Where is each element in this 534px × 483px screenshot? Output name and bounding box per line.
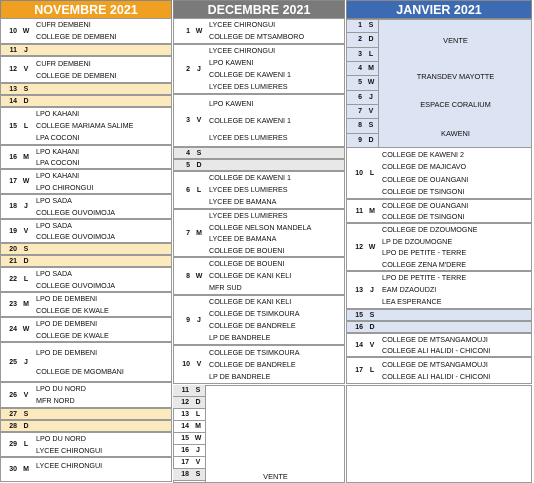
school-name: MFR SUD xyxy=(209,283,242,293)
day-number: 11 xyxy=(181,387,189,394)
day-letter: J xyxy=(24,203,28,210)
day-row xyxy=(346,321,532,333)
school-list xyxy=(36,57,171,82)
day-row xyxy=(173,94,345,147)
school-name: LPO DE PETITE - TERRE xyxy=(382,248,467,258)
day-letter: W xyxy=(367,79,375,87)
day-row xyxy=(346,105,378,119)
school-name: COLLEGE DE KWALE xyxy=(36,330,109,340)
school-name: LYCEE CHIRONGUI xyxy=(36,445,103,455)
day-row xyxy=(0,194,172,219)
school-list xyxy=(36,383,171,407)
day-number: 14 xyxy=(9,97,17,105)
december-header: DECEMBRE 2021 xyxy=(173,0,345,19)
school-name: LP DE BANDRELE xyxy=(209,333,271,343)
day-number: 9 xyxy=(358,136,362,144)
school-list xyxy=(382,334,531,356)
day-number: 5 xyxy=(186,161,190,169)
school-name: COLLEGE NELSON MANDELA xyxy=(209,222,312,232)
day-number: 27 xyxy=(9,410,17,418)
day-letter: W xyxy=(22,178,30,185)
day-letter: W xyxy=(22,27,30,35)
day-letter: D xyxy=(369,323,375,331)
school-name: COLLEGE DE DEMBENI xyxy=(36,71,117,81)
day-row xyxy=(346,271,532,309)
day-row xyxy=(346,62,378,76)
day-number: 14 xyxy=(181,423,189,430)
day-row xyxy=(0,243,172,255)
day-letter: J xyxy=(24,46,28,54)
event-label: KAWENI xyxy=(441,129,470,139)
day-letter: S xyxy=(195,387,201,394)
school-name: COLLEGE DE KANI KELI xyxy=(209,297,292,307)
school-list xyxy=(209,95,344,146)
day-row xyxy=(346,91,378,105)
school-list xyxy=(209,210,344,256)
day-number: 10 xyxy=(9,27,17,35)
day-row xyxy=(173,147,345,159)
day-number: 15 xyxy=(9,122,17,130)
day-row xyxy=(0,145,172,169)
school-name: COLLEGE DE OUANGANI xyxy=(382,200,469,210)
day-number: 11 xyxy=(9,46,17,54)
school-name: COLLEGE DE KAWENI 1 xyxy=(209,173,292,183)
school-name: LPA COCONI xyxy=(36,133,80,143)
day-number: 11 xyxy=(355,207,363,215)
day-letter: L xyxy=(23,441,29,448)
day-row xyxy=(346,19,378,33)
day-letter: M xyxy=(369,207,375,215)
day-letter: S xyxy=(23,410,29,418)
school-list xyxy=(36,170,171,193)
day-row xyxy=(0,44,172,56)
school-name: COLLEGE OUVOIMOJA xyxy=(36,207,116,217)
school-list xyxy=(36,220,171,242)
day-row xyxy=(0,420,172,432)
day-row xyxy=(346,333,532,357)
day-number: 17 xyxy=(355,367,363,374)
day-number: 8 xyxy=(186,272,190,280)
day-letter: S xyxy=(369,311,375,319)
school-list xyxy=(36,433,171,456)
day-row xyxy=(0,267,172,292)
day-number: 26 xyxy=(9,391,17,399)
school-name: LYCEE DES LUMIERES xyxy=(209,211,288,221)
day-row xyxy=(173,171,345,209)
day-letter: D xyxy=(368,136,374,144)
school-list xyxy=(382,224,531,270)
school-name: CUFR DEMBENI xyxy=(36,58,91,68)
day-number: 4 xyxy=(186,149,190,157)
school-name: LPA COCONI xyxy=(36,157,80,167)
school-name: COLLEGE DE OUANGANI xyxy=(382,174,469,184)
day-number: 18 xyxy=(181,471,189,478)
school-list xyxy=(36,146,171,168)
day-letter: V xyxy=(369,341,375,349)
empty-block xyxy=(346,385,532,483)
school-list xyxy=(382,272,531,308)
day-letter: V xyxy=(196,361,202,368)
day-number: 13 xyxy=(9,85,17,93)
school-name: COLLEGE DE TSIMKOURA xyxy=(209,347,300,357)
day-row xyxy=(346,33,378,47)
school-name: COLLEGE DE DEMBENI xyxy=(36,32,117,42)
day-number: 4 xyxy=(358,65,362,73)
day-number: 8 xyxy=(358,122,362,130)
school-list xyxy=(36,458,171,481)
school-name: LPO CHIRONGUI xyxy=(36,182,94,192)
november-column xyxy=(0,0,172,473)
day-row xyxy=(0,255,172,267)
school-name: COLLEGE DE BOUENI xyxy=(209,259,285,269)
school-name: LPO KAHANI xyxy=(36,146,80,156)
day-letter: M xyxy=(23,153,29,161)
day-number: 3 xyxy=(186,117,190,124)
day-letter: M xyxy=(196,229,202,237)
school-list xyxy=(36,19,171,43)
day-number: 20 xyxy=(9,245,17,253)
school-list xyxy=(382,200,531,222)
day-letter: L xyxy=(369,367,375,374)
day-row xyxy=(0,457,172,482)
day-number: 12 xyxy=(355,243,363,251)
november-header: NOVEMBRE 2021 xyxy=(0,0,172,19)
school-name: LPO KAHANI xyxy=(36,109,80,119)
school-list xyxy=(209,346,344,383)
day-row xyxy=(346,147,532,199)
school-name: LPO SADA xyxy=(36,269,72,279)
day-row xyxy=(346,199,532,223)
school-name: COLLEGE DE BANDRELE xyxy=(209,321,296,331)
day-letter: W xyxy=(22,326,30,333)
day-row xyxy=(173,257,345,295)
school-name: CUFR DEMBENI xyxy=(36,20,91,30)
school-name: LPO KAWENI xyxy=(209,98,254,108)
school-name: COLLEGE DE TSIMKOURA xyxy=(209,309,300,319)
school-list xyxy=(382,148,531,198)
day-number: 28 xyxy=(9,422,17,430)
day-row xyxy=(173,445,205,457)
school-name: LPO SADA xyxy=(36,196,72,206)
day-row xyxy=(173,44,345,94)
day-row xyxy=(0,408,172,420)
day-number: 14 xyxy=(355,341,363,349)
day-number: 13 xyxy=(355,286,363,294)
day-letter: L xyxy=(195,411,201,418)
day-number: 25 xyxy=(9,358,17,366)
day-letter: S xyxy=(196,149,202,157)
school-name: COLLEGE DE MTSAMBORO xyxy=(209,32,305,42)
day-number: 19 xyxy=(9,227,17,235)
day-row xyxy=(173,345,345,384)
school-name: COLLEGE DE KAWENI 1 xyxy=(209,70,292,80)
day-number: 21 xyxy=(9,257,17,265)
school-name: LYCEE CHIRONGUI xyxy=(209,46,276,56)
day-row xyxy=(173,457,205,469)
day-letter: D xyxy=(368,36,374,44)
day-row xyxy=(0,169,172,194)
day-letter: S xyxy=(368,122,374,130)
january-column xyxy=(346,0,532,382)
day-row xyxy=(173,159,345,171)
day-number: 22 xyxy=(9,276,17,283)
school-name: LYCEE DE BAMANA xyxy=(209,234,277,244)
day-number: 23 xyxy=(9,301,17,308)
school-list xyxy=(36,268,171,291)
day-letter: J xyxy=(370,286,374,294)
school-name: COLLEGE DE TSINGONI xyxy=(382,211,465,221)
day-row xyxy=(173,409,205,421)
school-name: LYCEE DE BAMANA xyxy=(209,197,277,207)
day-row xyxy=(0,83,172,95)
day-number: 16 xyxy=(9,153,17,161)
school-name: COLLEGE DE KAWENI 1 xyxy=(209,115,292,125)
day-row xyxy=(346,357,532,384)
day-row xyxy=(0,219,172,243)
day-number: 5 xyxy=(358,79,362,87)
school-list xyxy=(382,358,531,383)
school-name: LPO DE DEMBENI xyxy=(36,294,98,304)
school-list xyxy=(209,258,344,294)
school-name: COLLEGE DE MTSANGAMOUJI xyxy=(382,334,488,344)
day-letter: W xyxy=(368,243,376,251)
school-name: LPO SADA xyxy=(36,220,72,230)
school-list xyxy=(36,108,171,144)
day-row xyxy=(346,223,532,271)
day-row xyxy=(0,382,172,408)
day-row xyxy=(173,421,205,433)
day-letter: S xyxy=(368,22,374,30)
day-letter: L xyxy=(368,50,374,58)
day-letter: L xyxy=(23,276,29,283)
day-letter: W xyxy=(195,27,203,35)
day-number: 1 xyxy=(186,27,190,35)
day-number: 15 xyxy=(181,435,189,442)
day-number: 17 xyxy=(9,178,17,185)
day-row xyxy=(346,76,378,90)
day-number: 9 xyxy=(186,316,190,324)
day-number: 16 xyxy=(181,447,189,454)
school-name: COLLEGE DE DZOUMOGNE xyxy=(382,225,478,235)
school-name: LP DE BANDRELE xyxy=(209,372,271,382)
day-row xyxy=(346,48,378,62)
day-number: 16 xyxy=(355,323,363,331)
day-number: 12 xyxy=(9,66,17,73)
day-row xyxy=(346,134,378,148)
day-number: 2 xyxy=(186,65,190,73)
day-letter: L xyxy=(23,122,29,130)
school-list xyxy=(36,343,171,381)
day-row xyxy=(0,18,172,44)
day-letter: V xyxy=(23,66,29,73)
day-number: 7 xyxy=(358,108,362,116)
school-name: COLLEGE DE BANDRELE xyxy=(209,359,296,369)
day-row xyxy=(173,209,345,257)
day-number: 13 xyxy=(181,411,189,418)
school-name: LPO DU NORD xyxy=(36,434,86,444)
day-row xyxy=(0,317,172,342)
school-name: MFR NORD xyxy=(36,396,75,406)
day-letter: M xyxy=(23,466,29,473)
vente-label: VENTE xyxy=(263,471,288,481)
day-number: 1 xyxy=(358,22,362,30)
day-row xyxy=(346,119,378,133)
day-letter: D xyxy=(23,97,29,105)
day-letter: V xyxy=(195,459,201,466)
day-letter: M xyxy=(368,65,374,73)
school-name: COLLEGE DE MAJICAVO xyxy=(382,162,467,172)
day-number: 18 xyxy=(9,203,17,210)
school-name: LYCEE CHIRONGUI xyxy=(36,460,103,470)
event-label: TRANSDEV MAYOTTE xyxy=(416,71,495,81)
school-list xyxy=(209,296,344,344)
day-letter: W xyxy=(194,435,202,442)
day-number: 24 xyxy=(9,326,17,333)
school-name: LPO DE DEMBENI xyxy=(36,347,98,357)
december-column xyxy=(173,0,345,481)
school-name: LEA ESPERANCE xyxy=(382,297,442,307)
day-number: 10 xyxy=(355,169,363,177)
day-letter: V xyxy=(23,391,29,399)
day-number: 15 xyxy=(355,311,363,319)
school-name: LPO DU NORD xyxy=(36,384,86,394)
school-name: LYCEE DES LUMIERES xyxy=(209,82,288,92)
school-list xyxy=(209,45,344,93)
day-number: 7 xyxy=(186,229,190,237)
day-letter: W xyxy=(195,272,203,280)
school-name: LYCEE DES LUMIERES xyxy=(209,132,288,142)
school-name: LPO KAWENI xyxy=(209,58,254,68)
school-name: EAM DZAOUDZI xyxy=(382,285,437,295)
day-number: 6 xyxy=(186,186,190,194)
day-number: 30 xyxy=(9,466,17,473)
school-name: COLLEGE DE TSINGONI xyxy=(382,187,465,197)
school-name: COLLEGE MARIAMA SALIME xyxy=(36,121,134,131)
day-row xyxy=(0,95,172,107)
event-label: VENTE xyxy=(443,36,468,45)
event-label: ESPACE CORALIUM xyxy=(420,100,491,110)
day-letter: D xyxy=(196,161,202,169)
day-number: 6 xyxy=(358,93,362,101)
day-letter: J xyxy=(197,316,201,324)
day-number: 29 xyxy=(9,441,17,448)
day-row xyxy=(173,18,345,44)
school-list xyxy=(36,318,171,341)
day-row xyxy=(346,309,532,321)
school-name: LYCEE DES LUMIERES xyxy=(209,185,288,195)
day-letter: L xyxy=(196,186,202,194)
day-row xyxy=(0,342,172,382)
school-name: LYCEE CHIRONGUI xyxy=(209,20,276,30)
school-name: COLLEGE DE KAWENI 2 xyxy=(382,149,465,159)
day-number: 12 xyxy=(181,399,189,406)
school-name: COLLEGE ALI HALIDI - CHICONI xyxy=(382,345,491,355)
day-row xyxy=(173,433,205,445)
school-name: COLLEGE DE KWALE xyxy=(36,305,109,315)
day-row xyxy=(173,385,205,397)
day-letter: D xyxy=(23,422,29,430)
day-letter: S xyxy=(23,85,29,93)
january-header: JANVIER 2021 xyxy=(346,0,532,19)
day-letter: D xyxy=(195,399,201,406)
day-letter: M xyxy=(23,301,29,308)
day-letter: V xyxy=(23,227,29,235)
day-number: 17 xyxy=(181,459,189,466)
day-row xyxy=(0,432,172,457)
school-list xyxy=(36,195,171,218)
day-letter: L xyxy=(369,169,375,177)
school-name: COLLEGE DE BOUENI xyxy=(209,245,285,255)
day-row xyxy=(173,469,205,481)
day-row xyxy=(0,56,172,83)
school-list xyxy=(36,293,171,316)
school-name: COLLEGE DE MGOMBANI xyxy=(36,366,124,376)
school-name: COLLEGE ALI HALIDI - CHICONI xyxy=(382,372,491,382)
day-letter: S xyxy=(23,245,29,253)
school-list xyxy=(209,172,344,208)
school-name: COLLEGE OUVOIMOJA xyxy=(36,231,116,241)
day-number: 2 xyxy=(358,36,362,44)
day-letter: J xyxy=(24,358,28,366)
school-name: COLLEGE OUVOIMOJA xyxy=(36,280,116,290)
day-row xyxy=(173,397,205,409)
school-list xyxy=(209,19,344,43)
day-letter: J xyxy=(196,447,200,454)
day-row xyxy=(0,292,172,317)
day-letter: J xyxy=(369,93,373,101)
day-letter: D xyxy=(23,257,29,265)
school-name: LP DE DZOUMOGNE xyxy=(382,236,453,246)
school-name: LPO DE DEMBENI xyxy=(36,319,98,329)
school-name: COLLEGE DE KANI KELI xyxy=(209,271,292,281)
school-name: LPO DE PETITE - TERRE xyxy=(382,273,467,283)
school-name: COLLEGE ZENA M'DERE xyxy=(382,259,467,269)
day-number: 10 xyxy=(182,361,190,368)
school-name: LPO KAHANI xyxy=(36,171,80,181)
day-row xyxy=(173,295,345,345)
day-letter: V xyxy=(196,117,202,124)
day-letter: S xyxy=(195,471,201,478)
day-number: 3 xyxy=(358,50,362,58)
day-letter: V xyxy=(368,108,374,116)
school-name: COLLEGE DE MTSANGAMOUJI xyxy=(382,359,488,369)
day-letter: M xyxy=(195,423,201,430)
day-row xyxy=(0,107,172,145)
day-letter: J xyxy=(197,65,201,73)
